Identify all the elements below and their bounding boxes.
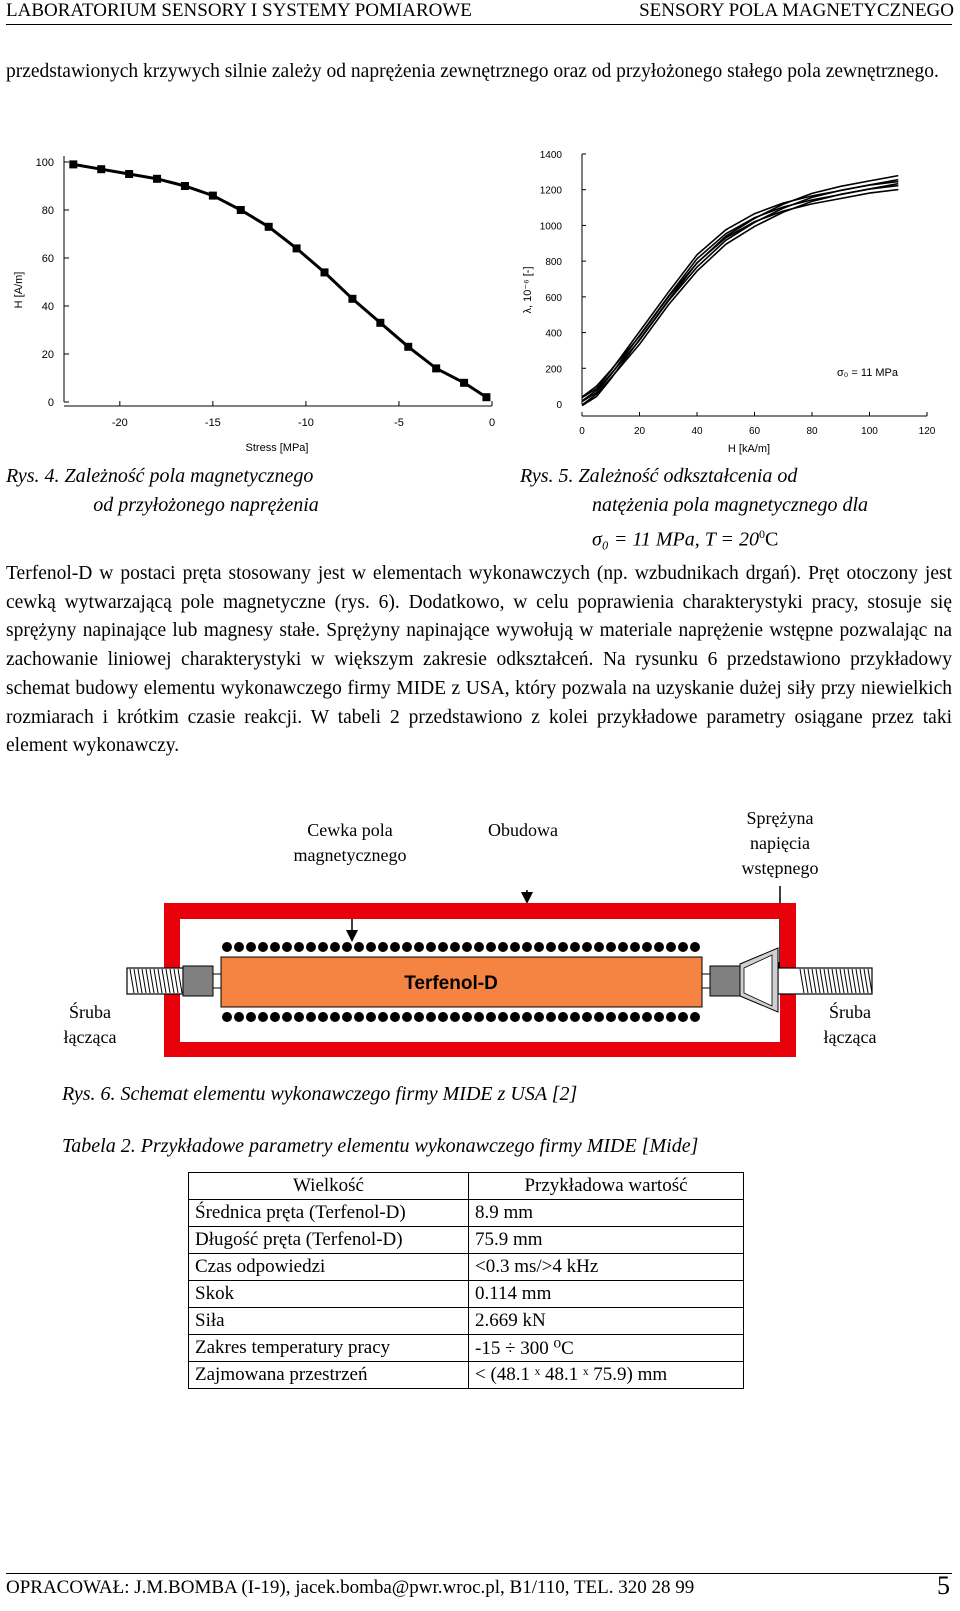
coil-wire <box>462 942 472 952</box>
coil-wire <box>330 942 340 952</box>
coil-wire <box>414 1012 424 1022</box>
fig4-caption-line2: od przyłożonego naprężenia <box>93 494 319 516</box>
right-plug <box>710 966 740 996</box>
coil-wire <box>246 942 256 952</box>
data-point <box>209 192 217 200</box>
coil-wire <box>570 1012 580 1022</box>
housing-top <box>164 903 796 919</box>
table-cell-value: 75.9 mm <box>469 1227 744 1254</box>
data-point <box>321 268 329 276</box>
y-tick-label: 40 <box>41 301 54 313</box>
page-header <box>0 0 960 22</box>
coil-wire <box>390 1012 400 1022</box>
chart-fig5-xlabel: H [kA/m] <box>727 443 771 455</box>
table-row <box>189 1335 744 1362</box>
x-tick-label: -20 <box>111 417 128 429</box>
coil-wire <box>474 1012 484 1022</box>
y-tick-label: 80 <box>41 205 54 217</box>
table-cell-quantity: Długość pręta (Terfenol-D) <box>189 1227 469 1254</box>
table-cell-value: 2.669 kN <box>469 1308 744 1335</box>
chart-fig4-ylabel: H [A/m] <box>13 271 25 309</box>
coil-wire <box>618 942 628 952</box>
table-cell-value: -15 ÷ 300 ⁰C <box>469 1335 744 1362</box>
y-tick-label: 60 <box>41 253 54 265</box>
data-point <box>460 379 468 387</box>
y-tick-label: 600 <box>545 292 562 304</box>
coil-wire <box>222 942 232 952</box>
table-cell-quantity: Zajmowana przestrzeń <box>189 1362 469 1389</box>
data-trace <box>73 164 486 397</box>
fig5-caption <box>520 462 960 555</box>
header-rule <box>6 24 952 25</box>
coil-wire <box>654 942 664 952</box>
y-tick-label: 1200 <box>539 185 562 197</box>
fig5-caption-line3b: C <box>764 528 779 551</box>
coil-wire <box>630 1012 640 1022</box>
coil-wire <box>414 942 424 952</box>
hysteresis-line <box>582 176 898 397</box>
body-paragraph: Terfenol-D w postaci pręta stosowany jest w elementach wykonawczych (np. wzbudnikach drgań). Pręt otoczony jest cewką wytwarzającą pole magnetyczne (rys. 6). Dodatkowo, w celu poprawienia charakterystyki pracy, stosuje się sprężyny napinające lub magnesy stałe. Sprężyny napinające wywołują w materiale naprężenie wstępne pozwalając na zachowanie liniowej charakterystyki w większym zakresie odkształceń. Na rysunku 6 przedstawiono przykładowy schemat budowy elementu wykonawczego firmy MIDE z USA, który pozwala na uzyskanie dużej siły przy niewielkich rozmiarach i krótkim czasie reakcji. W tabeli 2 przedstawiono z kolei przykładowe parametry osiągane przez taki element wykonawczy. <box>6 563 952 757</box>
page-footer <box>6 1571 950 1603</box>
fig5-caption-line3a: σ₀ = 11 MPa, T = 20 <box>592 528 759 551</box>
coil-wire <box>690 942 700 952</box>
coil-wire <box>510 942 520 952</box>
housing-right-bottom <box>780 992 796 1057</box>
y-tick-label: 0 <box>47 397 54 409</box>
coil-wire <box>270 1012 280 1022</box>
header-left: LABORATORIUM SENSORY I SYSTEMY POMIAROWE <box>6 0 472 21</box>
table-cell-quantity: Siła <box>189 1308 469 1335</box>
footer-rule <box>6 1573 952 1574</box>
coil-wire <box>498 942 508 952</box>
x-tick-label: 0 <box>488 417 496 429</box>
coil-wire <box>426 942 436 952</box>
housing-label: Obudowa <box>488 820 558 840</box>
coil-wire <box>354 1012 364 1022</box>
table-header-row <box>189 1173 744 1200</box>
coil-wire <box>450 1012 460 1022</box>
data-point <box>376 319 384 327</box>
screw-right-label: Śruba łącząca <box>823 1002 877 1047</box>
coil-wire <box>642 942 652 952</box>
coil-wire <box>246 1012 256 1022</box>
coil-wire <box>678 1012 688 1022</box>
table-row <box>189 1254 744 1281</box>
table-header-cell: Wielkość <box>189 1173 469 1200</box>
coil-wire <box>558 1012 568 1022</box>
fig4-caption <box>6 462 406 520</box>
housing-bottom <box>164 1042 796 1057</box>
coil-wire <box>534 1012 544 1022</box>
housing-right-top <box>780 903 796 970</box>
chart-fig5-annotation: σ₀ = 11 MPa <box>837 367 898 379</box>
data-point <box>181 182 189 190</box>
data-point <box>153 175 161 183</box>
data-point <box>125 170 133 178</box>
coil-wire <box>450 942 460 952</box>
coil-wire <box>498 1012 508 1022</box>
coil-wire <box>258 1012 268 1022</box>
coil-wire <box>438 942 448 952</box>
data-point <box>404 343 412 351</box>
coil-label: Cewka pola magnetycznego <box>293 820 407 865</box>
coil-wire <box>234 1012 244 1022</box>
coil-wire <box>642 1012 652 1022</box>
coil-wire <box>558 942 568 952</box>
x-tick-label: 40 <box>691 426 703 437</box>
actuator-diagram <box>0 860 960 1080</box>
x-tick-label: -15 <box>204 417 221 429</box>
table-cell-value: 0.114 mm <box>469 1281 744 1308</box>
hysteresis-line <box>582 182 898 398</box>
table-cell-value: 8.9 mm <box>469 1200 744 1227</box>
chart-fig4-xlabel: Stress [MPa] <box>245 442 309 454</box>
fig5-caption-line2: natężenia pola magnetycznego dla <box>592 494 869 516</box>
data-point <box>97 165 105 173</box>
right-connector <box>702 974 710 988</box>
coil-wire <box>330 1012 340 1022</box>
coil-wire <box>366 1012 376 1022</box>
coil-wire <box>582 942 592 952</box>
coil-wire <box>318 942 328 952</box>
y-tick-label: 400 <box>545 328 562 340</box>
coil-wire <box>318 1012 328 1022</box>
coil-wire <box>342 942 352 952</box>
coil-wire <box>378 942 388 952</box>
coil-wire <box>690 1012 700 1022</box>
spring-label: Sprężyna napięcia wstępnego <box>741 808 819 878</box>
fig6-caption: Rys. 6. Schemat elementu wykonawczego firmy MIDE z USA [2] <box>62 1083 578 1105</box>
chart-fig5 <box>515 140 960 460</box>
coil-wire <box>258 942 268 952</box>
coil-wire <box>378 1012 388 1022</box>
table-cell-quantity: Czas odpowiedzi <box>189 1254 469 1281</box>
header-right: SENSORY POLA MAGNETYCZNEGO <box>639 0 954 21</box>
coil-wire <box>306 1012 316 1022</box>
coil-wire <box>570 942 580 952</box>
coil-wire <box>606 1012 616 1022</box>
coil-wire <box>294 1012 304 1022</box>
coil-wire <box>618 1012 628 1022</box>
screw-left-label: Śruba łącząca <box>63 1002 117 1047</box>
data-point <box>293 244 301 252</box>
coil-wire <box>294 942 304 952</box>
coil-wire <box>522 942 532 952</box>
housing-left-bottom <box>164 992 180 1057</box>
terfenol-label: Terfenol-D <box>404 973 498 994</box>
page-number: 5 <box>937 1571 950 1600</box>
fig4-caption-line1: Rys. 4. Zależność pola magnetycznego <box>6 465 314 487</box>
coil-wire <box>342 1012 352 1022</box>
coil-wire <box>282 1012 292 1022</box>
chart-fig4 <box>0 140 510 460</box>
x-tick-label: 80 <box>806 426 818 437</box>
table-row <box>189 1200 744 1227</box>
coil-wire <box>222 1012 232 1022</box>
fig5-caption-line1: Rys. 5. Zależność odkształcenia od <box>520 465 798 487</box>
housing-left-top <box>164 903 180 970</box>
x-tick-label: 100 <box>861 426 878 437</box>
coil-wire <box>474 942 484 952</box>
x-tick-label: -10 <box>297 417 314 429</box>
table-cell-quantity: Zakres temperatury pracy <box>189 1335 469 1362</box>
fig5-caption-sup: 0 <box>758 527 765 541</box>
coil-wire <box>306 942 316 952</box>
coil-wire <box>546 1012 556 1022</box>
chart-fig4-axes <box>64 156 492 406</box>
coil-wire <box>678 942 688 952</box>
left-plug <box>183 966 213 996</box>
table-cell-quantity: Średnica pręta (Terfenol-D) <box>189 1200 469 1227</box>
table-cell-quantity: Skok <box>189 1281 469 1308</box>
coil-wire <box>390 942 400 952</box>
table-row <box>189 1227 744 1254</box>
coil-wire <box>546 942 556 952</box>
table-caption: Tabela 2. Przykładowe parametry elementu wykonawczego firmy MIDE [Mide] <box>62 1135 699 1157</box>
chart-fig5-ylabel: λ, 10⁻⁶ [-] <box>522 266 534 314</box>
coil-wire <box>666 1012 676 1022</box>
x-tick-label: -5 <box>394 417 404 429</box>
coil-arrowhead <box>346 930 358 942</box>
y-tick-label: 1400 <box>539 150 562 161</box>
chart-fig4-points <box>69 160 490 401</box>
coil-wire <box>402 942 412 952</box>
intro-paragraph: przedstawionych krzywych silnie zależy od naprężenia zewnętrznego oraz od przyłożonego stałego pola zewnętrznego. <box>6 61 939 82</box>
coil-wire <box>522 1012 532 1022</box>
data-point <box>265 223 273 231</box>
table-row <box>189 1362 744 1389</box>
data-point <box>69 160 77 168</box>
coil-wire <box>486 1012 496 1022</box>
x-tick-label: 0 <box>579 426 585 437</box>
y-tick-label: 1000 <box>539 221 562 233</box>
coil-wire <box>666 942 676 952</box>
footer-text: OPRACOWAŁ: J.M.BOMBA (I-19), jacek.bomba@pwr.wroc.pl, B1/110, TEL. 320 28 99 <box>6 1577 695 1598</box>
coil-wire <box>594 1012 604 1022</box>
coil-wire <box>234 942 244 952</box>
coil-wire <box>654 1012 664 1022</box>
table-cell-value: < (48.1 ˣ 48.1 ˣ 75.9) mm <box>469 1362 744 1389</box>
data-point <box>237 206 245 214</box>
y-tick-label: 200 <box>545 364 562 376</box>
coil-wire <box>510 1012 520 1022</box>
x-tick-label: 120 <box>918 426 936 437</box>
coil-wire <box>282 942 292 952</box>
coil-wire <box>426 1012 436 1022</box>
y-tick-label: 0 <box>556 400 562 411</box>
coil-wire <box>486 942 496 952</box>
table-cell-value: <0.3 ms/>4 kHz <box>469 1254 744 1281</box>
data-point <box>432 364 440 372</box>
params-table <box>188 1172 744 1389</box>
coil-wire <box>582 1012 592 1022</box>
coil-wire <box>630 942 640 952</box>
table-header-cell: Przykładowa wartość <box>469 1173 744 1200</box>
left-connector <box>213 974 221 988</box>
data-point <box>348 295 356 303</box>
coil-wire <box>534 942 544 952</box>
y-tick-label: 100 <box>35 157 54 169</box>
fig5-caption-line3 <box>520 520 960 555</box>
coil-wire <box>606 942 616 952</box>
coil-wire <box>366 942 376 952</box>
y-tick-label: 20 <box>41 349 54 361</box>
chart-fig4-ticks <box>36 157 495 429</box>
table-row <box>189 1281 744 1308</box>
data-point <box>482 393 490 401</box>
coil-wire <box>402 1012 412 1022</box>
x-tick-label: 60 <box>748 426 761 437</box>
coil-wire <box>438 1012 448 1022</box>
coil-wire <box>354 942 364 952</box>
y-tick-label: 800 <box>545 257 562 269</box>
x-tick-label: 20 <box>633 426 646 437</box>
table-row <box>189 1308 744 1335</box>
coil-wire <box>270 942 280 952</box>
coil-wire <box>462 1012 472 1022</box>
housing-arrowhead <box>521 892 533 904</box>
coil-wire <box>594 942 604 952</box>
